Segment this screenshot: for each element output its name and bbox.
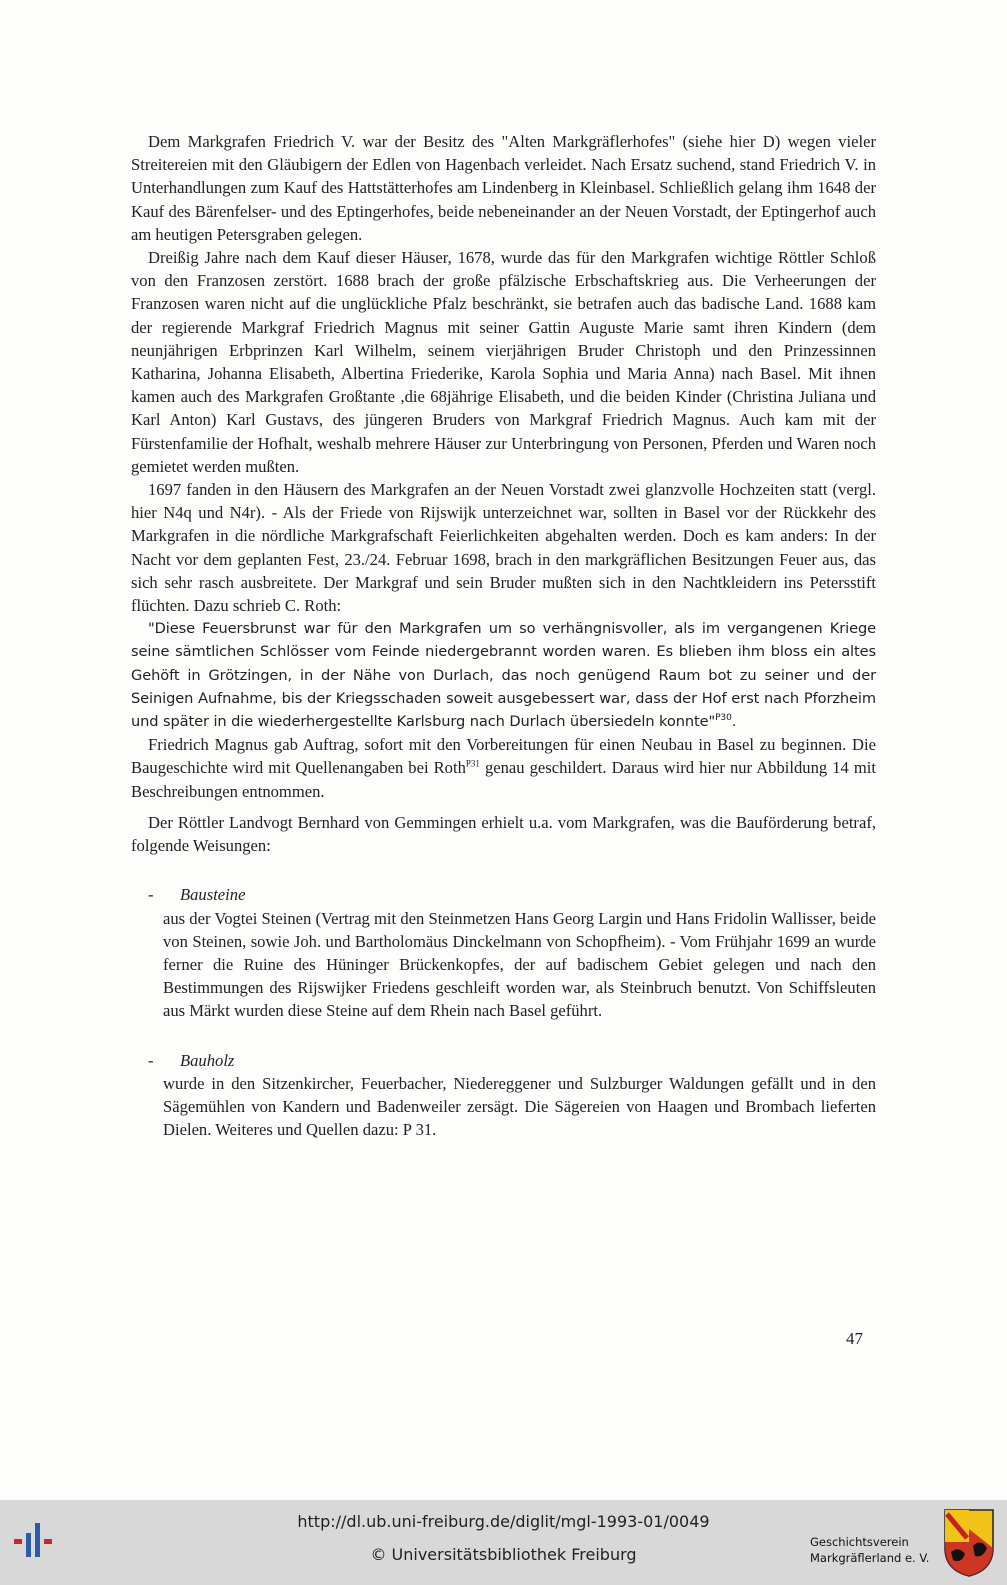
paragraph-3: 1697 fanden in den Häusern des Markgrafen an der Neuen Vorstadt zwei glanzvolle Hochzeiten statt (vergl. hier N4q und N4r). - Als der Friede von Rijswijk unterzeichnet war, sollten in Basel vor der Rückkehr des Markgrafen in die nördliche Markgrafschaft Feierlichkeiten abgehalten werden. Doch es kam anders: In der Nacht vor dem geplanten Fest, 23./24. Februar 1698, brach in den markgräflichen Besitzungen Feuer aus, das sich sehr rasch ausbreitete. Der Markgraf und sein Bruder mußten sich in den Nachtkleidern ins Petersstift flüchten. Dazu schrieb C. Roth: <box>131 480 876 616</box>
paragraph-2: Dreißig Jahre nach dem Kauf dieser Häuser, 1678, wurde das für den Markgrafen wichtige Röttler Schloß von den Franzosen zerstört. 1688 brach der große pfälzische Erbschaftskrieg aus. Die Verheerungen der Franzosen waren nicht auf die unglückliche Pfalz beschränkt, sie betrafen auch das badische Land. 1688 kam der regierende Markgraf Friedrich Magnus mit seiner Gattin Auguste Marie samt ihren Kindern (dem neunjährigen Erbprinzen Karl Wilhelm, seinem vierjährigen Bruder Christoph und den Prinzessinnen Katharina, Johanna Elisabeth, Albertina Friederike, Karola Sophia und Maria Anna) nach Basel. Mit ihnen kamen auch des Markgrafen Großtante ,die 68jährige Elisabeth, und die beiden Kinder (Christina Juliana und Karl Anton) Karl Gustavs, des jüngeren Bruders von Markgraf Friedrich Magnus. Auch kam mit der Fürstenfamilie der Hofhalt, weshalb mehrere Häuser zur Unterbringung von Personen, Pferden und Waren noch gemietet werden mußten. <box>131 248 876 476</box>
list-body: wurde in den Sitzenkircher, Feuerbacher, Niedereggener und Sulzburger Waldungen gefällt und in den Sägemühlen von Kandern und Badenweiler zersägt. Die Sägereien von Haagen und Brombach lieferten Dielen. Weiteres und Quellen dazu: P 31. <box>163 1073 876 1140</box>
list-item-bauholz <box>131 1049 876 1142</box>
quote-text: "Diese Feuersbrunst war für den Markgrafen um so verhängnisvoller, als im vergangenen Kriege seine sämtlichen Schlösser vom Feinde niedergebrannt worden waren. Es blieben ihm bloss ein altes Gehöft in Grötzingen, in der Nähe von Durlach, das noch genügend Raum bot zu seiner und der Seinigen Aufnahme, bis der Kriegsschaden soweit ausgebessert war, dass der Hof erst nach Pforzheim und später in die wiederhergestellte Karlsburg nach Durlach übersiedeln konnte" <box>131 620 876 731</box>
paragraph-1: Dem Markgrafen Friedrich V. war der Besitz des "Alten Markgräflerhofes" (siehe hier D) wegen vieler Streitereien mit den Gläubigern der Edlen von Hagenbach verleidet. Nach Ersatz suchend, stand Friedrich V. in Unterhandlungen zum Kauf des Hattstätterhofes am Lindenberg in Kleinbasel. Schließlich gelang ihm 1648 der Kauf des Bärenfelser- und des Eptingerhofes, beide nebeneinander an der Neuen Vorstadt, der Eptingerhof auch am heutigen Petersgraben gelegen. <box>131 132 876 244</box>
list-heading: Bausteine <box>180 885 246 905</box>
footnote-ref-p30: P30 <box>715 713 732 724</box>
footer-bar <box>0 1500 1007 1585</box>
list-body: aus der Vogtei Steinen (Vertrag mit den Steinmetzen Hans Georg Largin und Hans Fridolin Wallisser, beide von Steinen, sowie Joh. und Bartholomäus Dinckelmann von Schopfheim). - Vom Frühjahr 1699 an wurde ferner die Ruine des Hüninger Brückenkopfes, der auf badischem Gebiet gelegen und nach den Bestimmungen des Rijswijker Friedens geschleift worden war, als Steinbruch benutzt. Von Schiffsleuten aus Märkt wurden diese Steine auf dem Rhein nach Basel geführt. <box>163 908 876 1021</box>
paragraph-4-text-b: genau geschildert. Daraus wird hier nur Abbildung 14 mit Beschreibungen entnommen. <box>131 758 876 801</box>
society-name <box>810 1534 929 1566</box>
document-body <box>131 130 876 1141</box>
paragraph-4-text-a: Friedrich Magnus gab Auftrag, sofort mit den Vorbereitungen für einen Neubau in Basel zu beginnen. Die Baugeschichte wird mit Quellenangaben bei Roth <box>131 735 876 778</box>
list-item-bausteine <box>131 883 876 1022</box>
paragraph-5: Der Röttler Landvogt Bernhard von Gemmingen erhielt u.a. vom Markgrafen, was die Bauförderung betraf, folgende Weisungen: <box>131 812 876 856</box>
footer-copyright: © Universitätsbibliothek Freiburg <box>370 1545 637 1564</box>
list-heading: Bauholz <box>180 1050 235 1070</box>
society-name-line-2: Markgräflerland e. V. <box>810 1551 930 1565</box>
block-quote <box>131 617 876 733</box>
footer-url[interactable]: http://dl.ub.uni-freiburg.de/diglit/mgl-1993-01/0049 <box>297 1512 710 1531</box>
society-name-line-1: Geschichtsverein <box>810 1535 909 1549</box>
list-dash: - <box>148 1050 154 1070</box>
footnote-ref-p31: P31 <box>465 758 480 769</box>
quote-end: . <box>731 713 737 731</box>
paragraph-4 <box>131 733 876 803</box>
coat-of-arms-icon <box>943 1508 995 1578</box>
page-number: 47 <box>846 1329 863 1348</box>
list-dash: - <box>148 885 154 905</box>
